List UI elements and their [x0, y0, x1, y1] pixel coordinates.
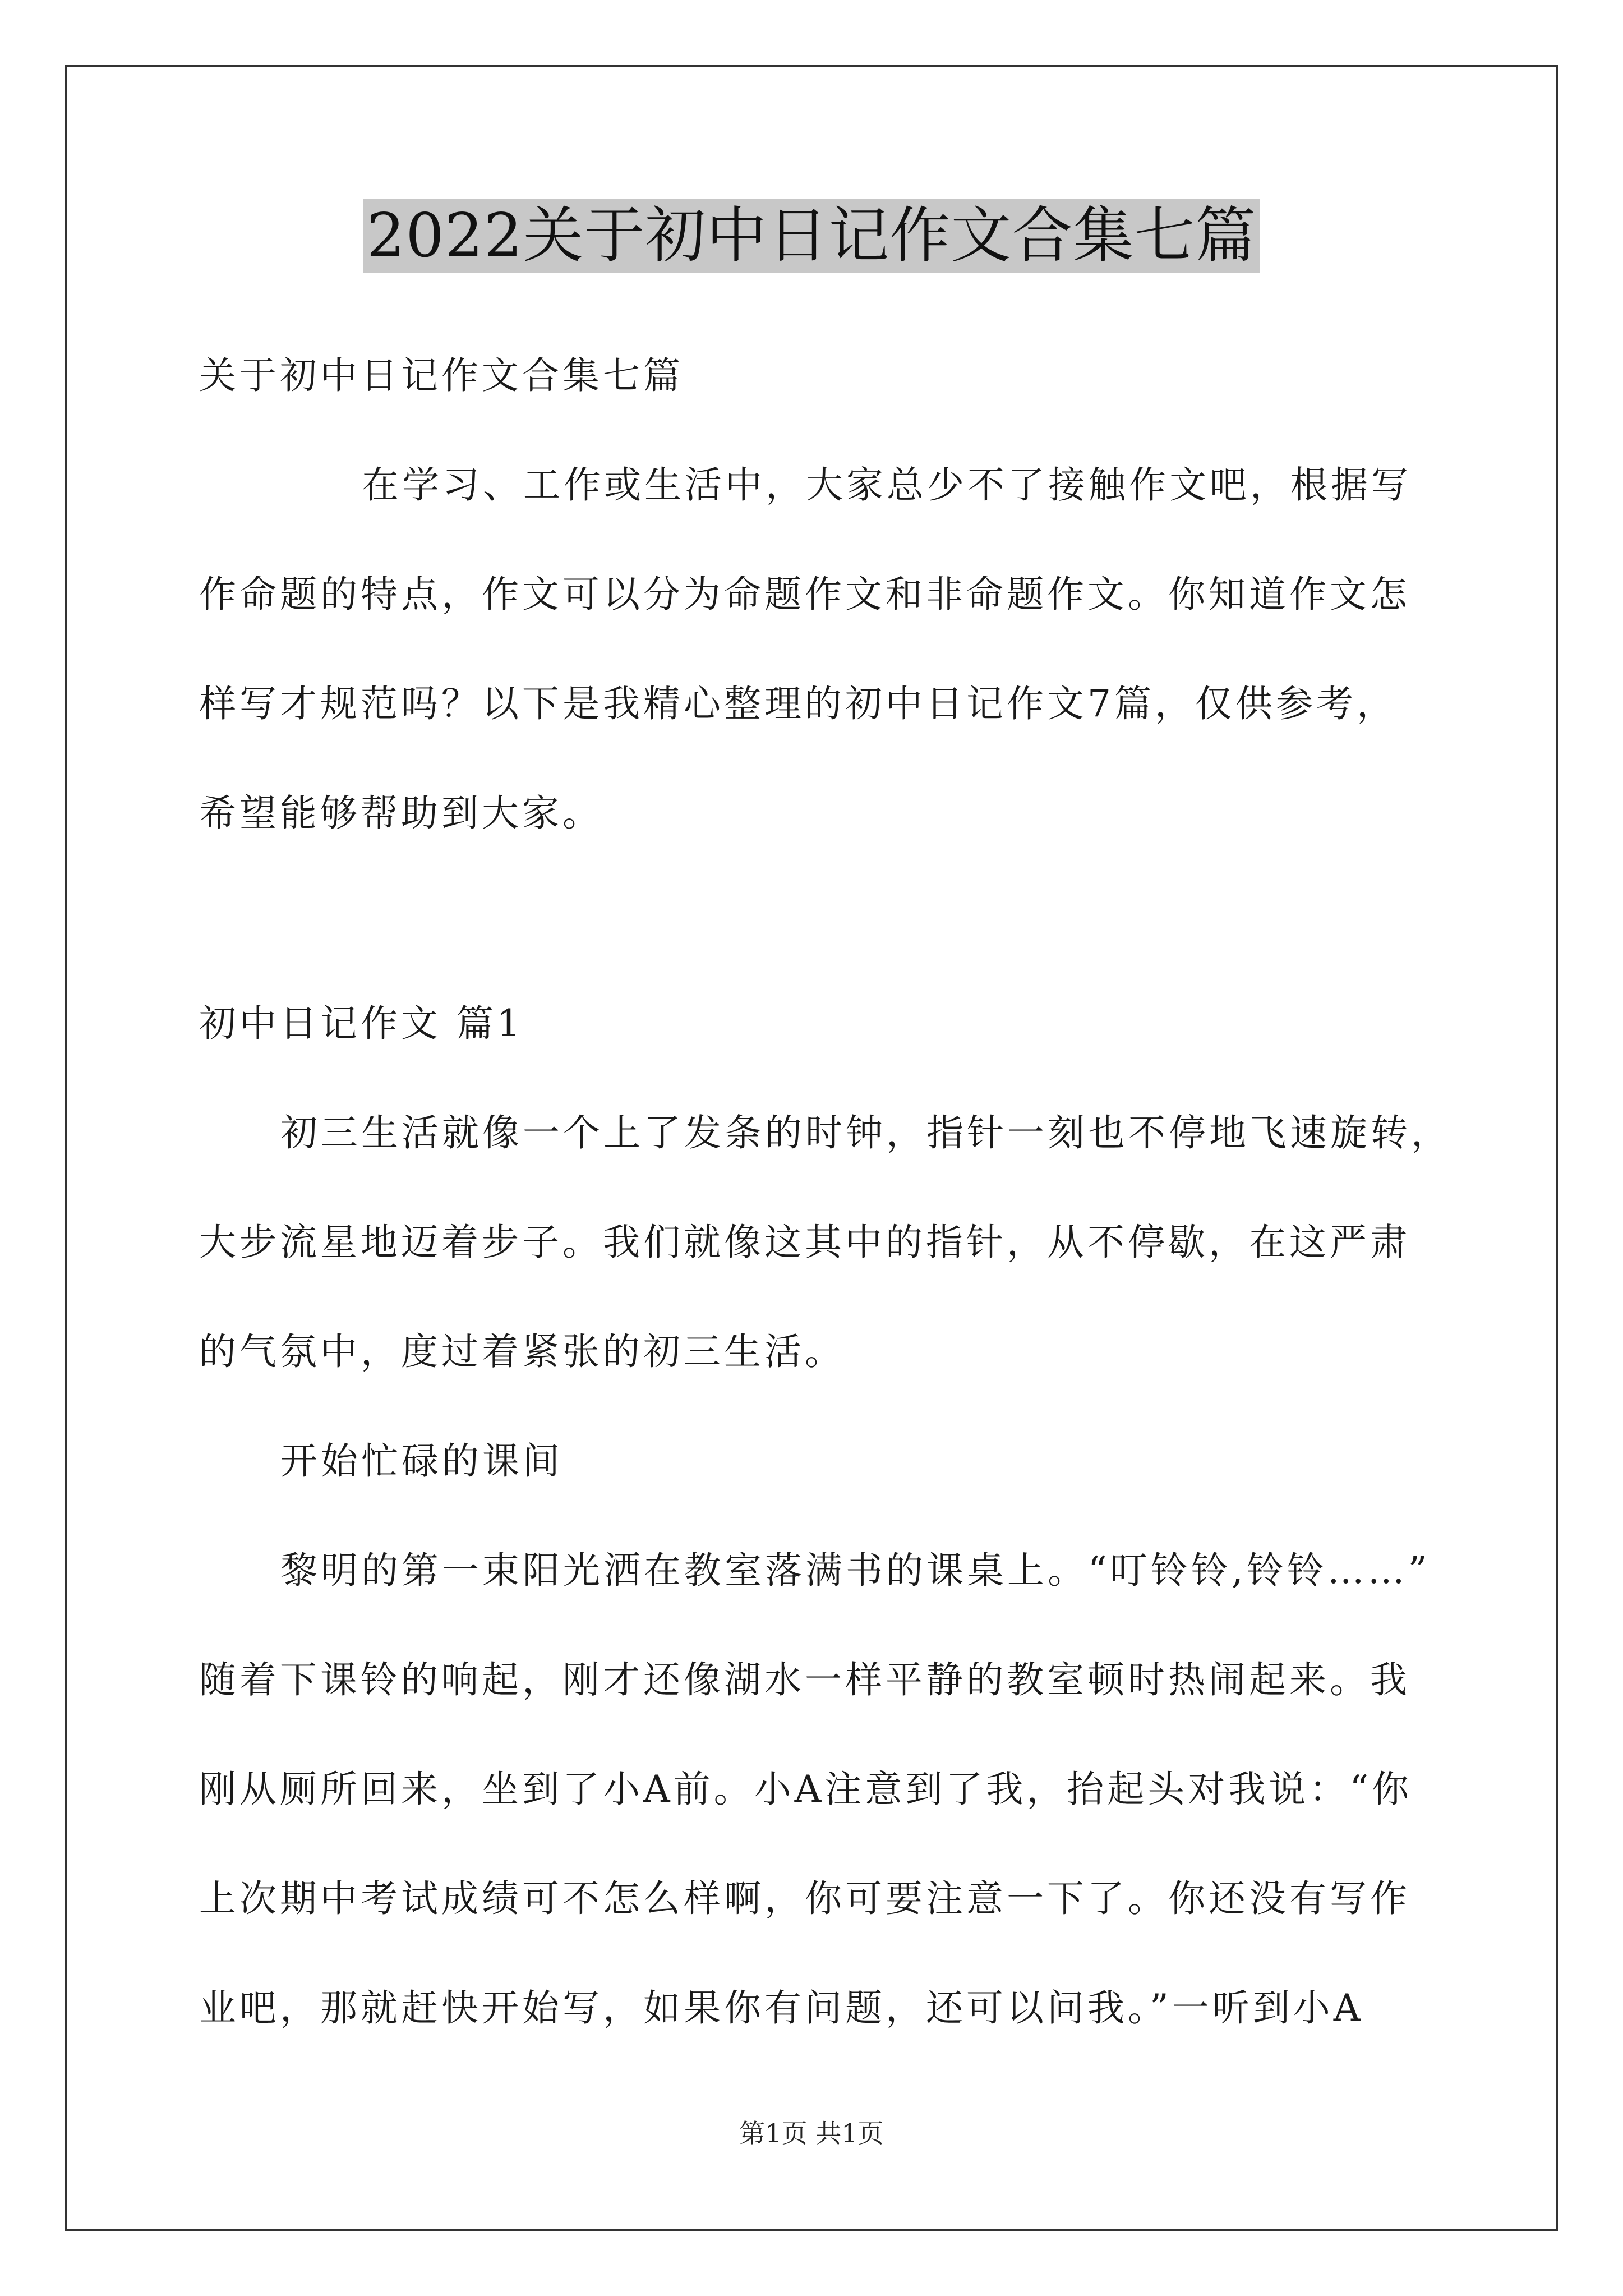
paragraph-2-line-5: 业吧，那就赶快开始写，如果你有问题，还可以问我。”一听到小A — [199, 1986, 1364, 2030]
paragraph-1-line-1: 初三生活就像一个上了发条的时钟，指针一刻也不停地飞速旋转， — [280, 1111, 1451, 1154]
paragraph-2-line-1: 黎明的第一束阳光洒在教室落满书的课桌上。“叮铃铃,铃铃……” — [280, 1549, 1431, 1592]
subheading: 开始忙碌的课间 — [280, 1439, 563, 1483]
document-subtitle: 关于初中日记作文合集七篇 — [199, 354, 684, 397]
intro-line-4: 希望能够帮助到大家。 — [199, 792, 603, 835]
page-footer: 第1页 共1页 — [739, 2118, 884, 2148]
paragraph-1-line-2: 大步流星地迈着步子。我们就像这其中的指针，从不停歇，在这严肃 — [199, 1221, 1410, 1264]
paragraph-2-line-4: 上次期中考试成绩可不怎么样啊，你可要注意一下了。你还没有写作 — [199, 1877, 1410, 1920]
intro-line-2: 作命题的特点，作文可以分为命题作文和非命题作文。你知道作文怎 — [199, 573, 1410, 616]
document-title: 2022关于初中日记作文合集七篇 — [363, 199, 1260, 273]
paragraph-1-line-3: 的气氛中，度过着紧张的初三生活。 — [199, 1330, 845, 1373]
paragraph-2-line-2: 随着下课铃的响起，刚才还像湖水一样平静的教室顿时热闹起来。我 — [199, 1658, 1410, 1701]
intro-line-1: 在学习、工作或生活中，大家总少不了接触作文吧，根据写 — [362, 463, 1412, 507]
title-container — [0, 199, 1623, 273]
section-heading: 初中日记作文 篇1 — [199, 1002, 524, 1045]
intro-line-3: 样写才规范吗？以下是我精心整理的初中日记作文7篇，仅供参考， — [199, 682, 1397, 725]
paragraph-2-line-3: 刚从厕所回来，坐到了小A前。小A注意到了我，抬起头对我说：“你 — [199, 1768, 1413, 1811]
